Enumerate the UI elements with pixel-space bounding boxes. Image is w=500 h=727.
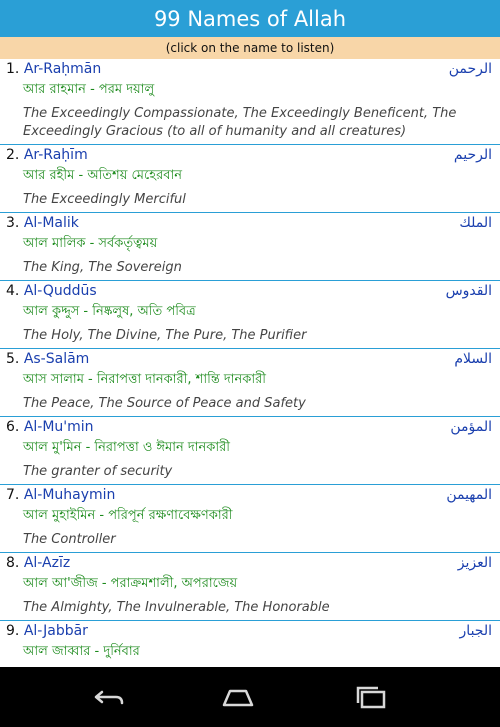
arabic-name: الملك <box>459 215 492 231</box>
arabic-name: الرحيم <box>453 147 492 163</box>
bangla-meaning: আল মালিক - সর্বকর্তৃত্বময় <box>23 236 158 251</box>
list-item[interactable] <box>0 59 500 145</box>
arabic-name: المؤمن <box>450 419 492 435</box>
recents-icon <box>348 683 392 711</box>
bangla-meaning: আল মু'মিন - নিরাপত্তা ও ঈমান দানকারী <box>23 440 231 455</box>
listen-hint: (click on the name to listen) <box>165 41 335 55</box>
name-title[interactable]: 8. Al-Azīz <box>6 555 71 571</box>
app-title-bar <box>0 0 500 37</box>
arabic-name: العزيز <box>457 555 492 571</box>
name-title[interactable]: 1. Ar-Raḥmān <box>6 61 102 77</box>
list-item[interactable] <box>0 349 500 417</box>
back-button[interactable] <box>78 679 138 715</box>
back-icon <box>88 685 128 709</box>
bangla-meaning: আল জাব্বার - দুর্নিবার <box>23 644 140 659</box>
english-meaning: The Controller <box>23 532 116 547</box>
arabic-name: السلام <box>454 351 492 367</box>
name-title[interactable]: 4. Al-Quddūs <box>6 283 97 299</box>
arabic-name: الجبار <box>459 623 492 639</box>
english-meaning: The granter of security <box>23 464 173 479</box>
home-icon <box>216 685 260 709</box>
recents-button[interactable] <box>340 679 400 715</box>
bangla-meaning: আল আ'জীজ - পরাক্রমশালী, অপরাজেয় <box>23 576 238 591</box>
list-item[interactable] <box>0 485 500 553</box>
listen-hint-bar <box>0 37 500 59</box>
name-title[interactable]: 3. Al-Malik <box>6 215 79 231</box>
arabic-name: الرحمن <box>448 61 492 77</box>
arabic-name: المهيمن <box>446 487 492 503</box>
bangla-meaning: আল কুদ্দুস - নিষ্কলুষ, অতি পবিত্র <box>23 304 196 319</box>
system-nav-bar <box>0 667 500 727</box>
list-item[interactable] <box>0 213 500 281</box>
english-meaning: The King, The Sovereign <box>23 260 182 275</box>
name-title[interactable]: 9. Al-Jabbār <box>6 623 88 639</box>
name-title[interactable]: 7. Al-Muhaymin <box>6 487 116 503</box>
bangla-meaning: আল মুহাইমিন - পরিপূর্ন রক্ষণাবেক্ষণকারী <box>23 508 233 523</box>
name-title[interactable]: 6. Al-Mu'min <box>6 419 94 435</box>
bangla-meaning: আস সালাম - নিরাপত্তা দানকারী, শান্তি দানকারী <box>23 372 267 387</box>
english-meaning: The Peace, The Source of Peace and Safety <box>23 396 306 411</box>
list-item[interactable] <box>0 417 500 485</box>
bangla-meaning: আর রাহমান - পরম দয়ালু <box>23 82 155 97</box>
english-meaning: The Holy, The Divine, The Pure, The Purifier <box>23 328 307 343</box>
list-item[interactable] <box>0 281 500 349</box>
list-item[interactable] <box>0 145 500 213</box>
name-title[interactable]: 5. As-Salām <box>6 351 90 367</box>
app-title: 99 Names of Allah <box>153 6 347 31</box>
name-title[interactable]: 2. Ar-Raḥīm <box>6 147 88 163</box>
english-meaning: The Exceedingly Compassionate, The Exceedingly Beneficent, The Exceedingly Gracious (to all of humanity and all creatures) <box>23 106 457 139</box>
bangla-meaning: আর রহীম - অতিশয় মেহেরবান <box>23 168 182 183</box>
home-button[interactable] <box>208 679 268 715</box>
list-item[interactable] <box>0 553 500 621</box>
english-meaning: The Exceedingly Merciful <box>23 192 186 207</box>
english-meaning: The Almighty, The Invulnerable, The Honorable <box>23 600 330 615</box>
arabic-name: القدوس <box>445 283 492 299</box>
names-list <box>0 59 500 667</box>
